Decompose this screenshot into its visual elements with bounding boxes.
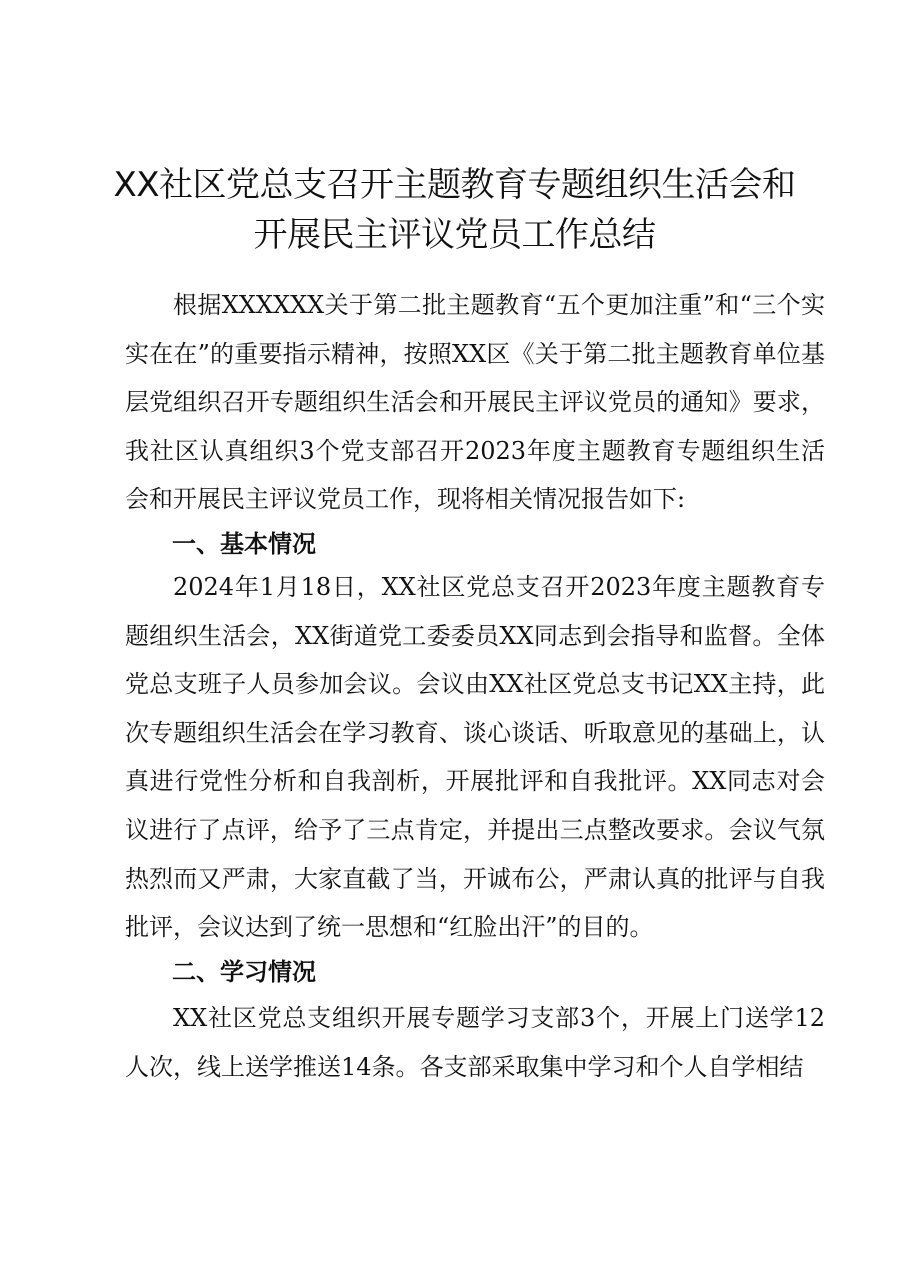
document-title-line-2: 开展民主评议党员工作总结	[253, 215, 656, 255]
document-title-line-1: XX社区党总支召开主题教育专题组织生活会和	[113, 165, 796, 205]
intro-paragraph: 根据XXXXXX关于第二批主题教育“五个更加注重”和“三个实实在在”的重要指示精神，按照XX区《关于第二批主题教育单位基层党组织召开专题组织生活会和开展民主评议党员的通知》要求，我社区认真组织3个党支部召开2023年度主题教育专题组织生活会和开展民主评议党员工作，现将相关情况报告如下:	[125, 291, 825, 514]
section-heading-basic: 一、基本情况	[172, 530, 316, 558]
study-situation-paragraph: XX社区党总支组织开展专题学习支部3个，开展上门送学12人次，线上送学推送14条。各支部采取集中学习和个人自学相结	[125, 1004, 825, 1081]
section-heading-study: 二、学习情况	[172, 958, 316, 986]
basic-situation-paragraph: 2024年1月18日，XX社区党总支召开2023年度主题教育专题组织生活会，XX街道党工委委员XX同志到会指导和监督。全体党总支班子人员参加会议。会议由XX社区党总支书记XX主持，此次专题组织生活会在学习教育、谈心谈话、听取意见的基础上，认真进行党性分析和自我剖析，开展批评和自我批评。XX同志对会议进行了点评，给予了三点肯定，并提出三点整改要求。会议气氛热烈而又严肃，大家直截了当，开诚布公，严肃认真的批评与自我批评，会议达到了统一思想和“红脸出汗”的目的。	[125, 573, 825, 942]
